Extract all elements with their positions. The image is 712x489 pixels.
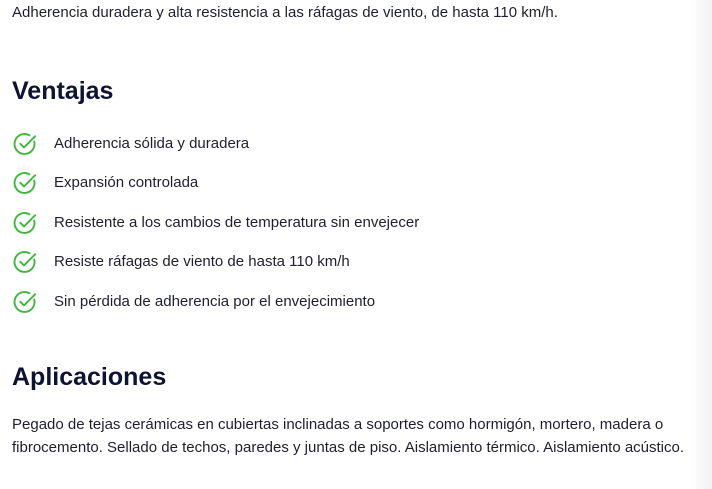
list-item	[12, 243, 419, 283]
benefit-label: Adherencia sólida y duradera	[54, 134, 250, 152]
benefit-label: Sin pérdida de adherencia por el envejecimiento	[54, 292, 376, 310]
aplicaciones-heading: Aplicaciones	[12, 363, 167, 391]
check-circle-icon	[12, 210, 38, 236]
aplicaciones-text: Pegado de tejas cerámicas en cubiertas inclinadas a soportes como hormigón, mortero, madera o fibrocemento. Sellado de techos, paredes y juntas de piso. Aislamiento térmico. Aislamiento acústico.	[12, 416, 685, 456]
list-item	[12, 124, 419, 164]
benefit-label: Expansión controlada	[54, 174, 199, 192]
list-item	[12, 203, 419, 243]
check-circle-icon	[12, 289, 38, 315]
benefit-label: Resistente a los cambios de temperatura sin envejecer	[54, 213, 420, 231]
list-item	[12, 282, 419, 322]
benefit-label: Resiste ráfagas de viento de hasta 110 km/h	[54, 253, 350, 271]
ventajas-heading: Ventajas	[12, 77, 114, 105]
list-item	[12, 164, 419, 204]
check-circle-icon	[12, 170, 38, 196]
check-circle-icon	[12, 131, 38, 157]
intro-text: Adherencia duradera y alta resistencia a las ráfagas de viento, de hasta 110 km/h.	[12, 4, 558, 21]
check-circle-icon	[12, 249, 38, 275]
benefits-list	[12, 124, 419, 322]
